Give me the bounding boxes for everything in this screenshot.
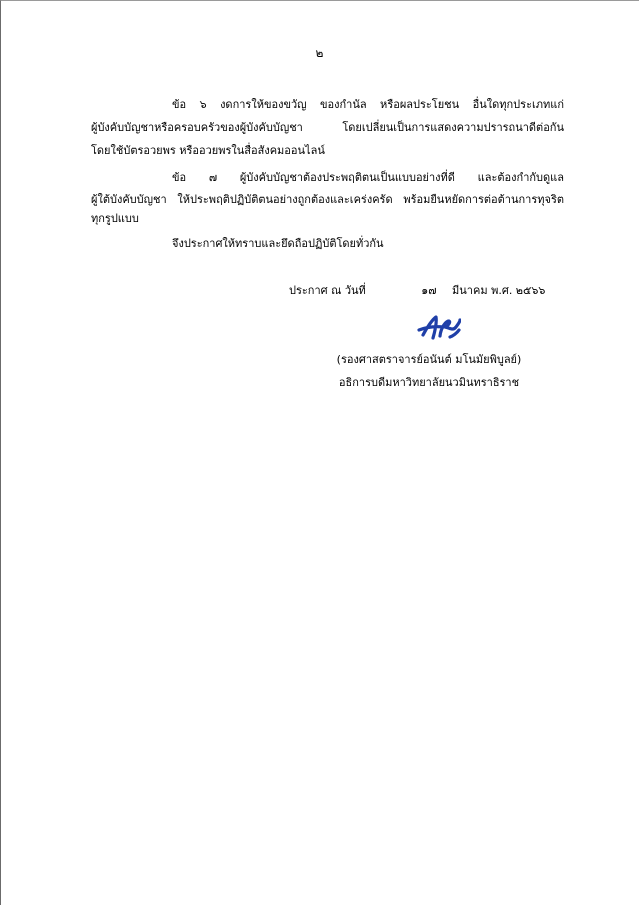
signer-name: (รองศาสตราจารย์อนันต์ มโนมัยพิบูลย์) (336, 353, 522, 366)
clause-7-line-3: ทุกรูปแบบ (91, 212, 139, 225)
announcement-day: ๑๗ (421, 284, 437, 297)
clause-7-line-2: ผู้ใต้บังคับบัญชา ให้ประพฤติปฏิบัติตนอย่างถูกต้องและเคร่งครัด พร้อมยืนหยัดการต่อต้านการทุจริต (91, 193, 564, 206)
closing-statement: จึงประกาศให้ทราบและยึดถือปฏิบัติโดยทั่วกัน (172, 237, 384, 250)
clause-6-line-1: ข้อ ๖ งดการให้ของขวัญ ของกำนัล หรือผลประโยชน อื่นใดทุกประเภทแก่ (172, 98, 564, 111)
announcement-month-year: มีนาคม พ.ศ. ๒๕๖๖ (452, 284, 546, 297)
clause-6-line-3: โดยใช้บัตรอวยพร หรืออวยพรในสื่อสังคมออนไลน์ (91, 144, 325, 157)
announcement-date (289, 281, 545, 299)
page-number: ๒ (315, 46, 324, 60)
clause-7-line-1: ข้อ ๗ ผู้บังคับบัญชาต้องประพฤติตนเป็นแบบอย่างที่ดี และต้องกำกับดูแล (172, 171, 564, 184)
announcement-prefix: ประกาศ ณ วันที่ (289, 284, 366, 297)
signature-image (413, 313, 461, 341)
signer-title: อธิการบดีมหาวิทยาลัยนวมินทราธิราช (338, 376, 520, 389)
clause-6-line-2: ผู้บังคับบัญชาหรือครอบครัวของผู้บังคับบัญชา โดยเปลี่ยนเป็นการแสดงความปรารถนาดีต่อกัน (91, 121, 564, 134)
